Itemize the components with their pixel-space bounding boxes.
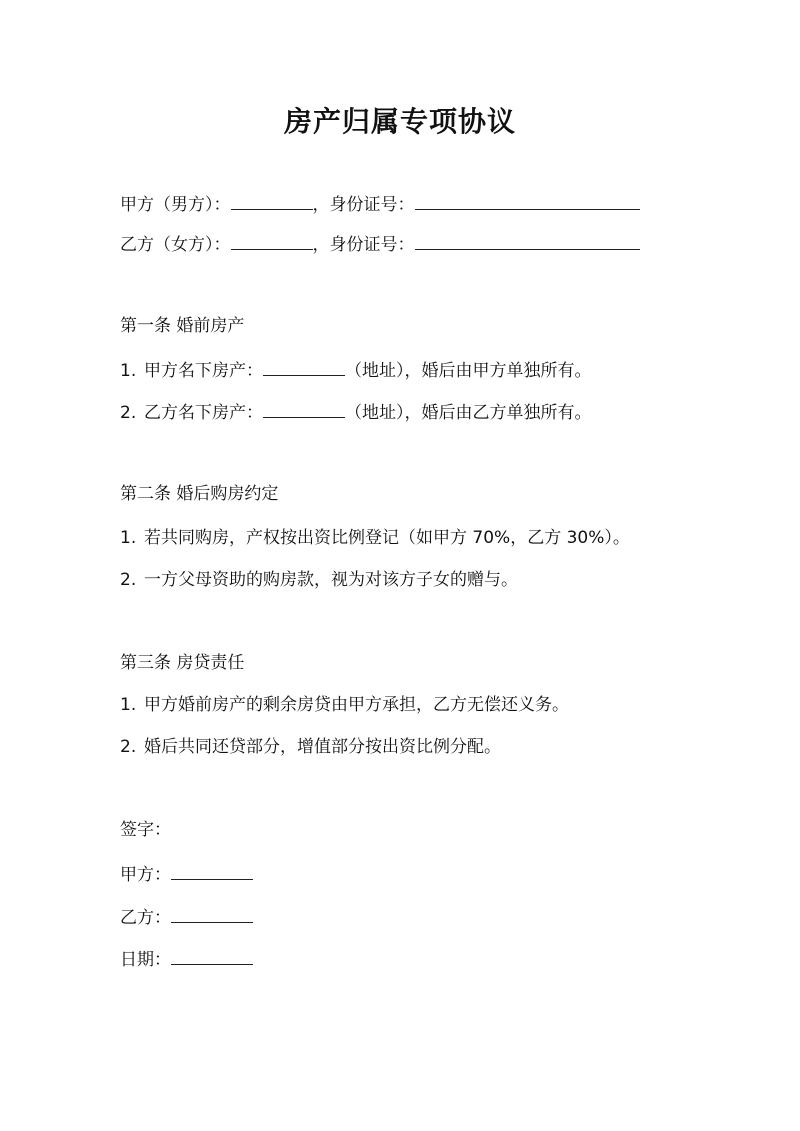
item-text: 乙方名下房产： xyxy=(144,403,263,423)
item-text: 甲方名下房产： xyxy=(144,361,263,381)
item-text: （地址），婚后由乙方单独所有。 xyxy=(345,403,592,423)
item-number: 1. xyxy=(120,695,137,715)
item-text: （地址），婚后由甲方单独所有。 xyxy=(345,361,592,381)
signature-blank xyxy=(171,861,253,880)
party-a-id-label: 身份证号： xyxy=(329,195,415,215)
section-1-item-2 xyxy=(120,399,592,425)
signature-heading: 签字： xyxy=(120,820,171,840)
date-blank xyxy=(171,946,253,965)
item-text: 一方父母资助的购房款，视为对该方子女的赠与。 xyxy=(144,570,518,590)
section-2-heading: 第二条 婚后购房约定 xyxy=(120,484,279,504)
signature-label: 乙方： xyxy=(120,908,171,928)
signature-date xyxy=(120,946,253,972)
section-3-item-2 xyxy=(120,735,501,759)
signature-blank xyxy=(171,904,253,923)
item-text: 甲方婚前房产的剩余房贷由甲方承担，乙方无偿还义务。 xyxy=(144,695,569,715)
party-a-id-blank xyxy=(415,191,640,210)
separator: ， xyxy=(312,235,330,255)
item-text: 婚后共同还贷部分，增值部分按出资比例分配。 xyxy=(144,737,501,757)
date-label: 日期： xyxy=(120,950,171,970)
signature-label: 甲方： xyxy=(120,865,171,885)
item-text: 若共同购房，产权按出资比例登记（如甲方 70%，乙方 30%）。 xyxy=(144,528,630,548)
item-number: 2. xyxy=(120,570,137,590)
section-3-heading: 第三条 房贷责任 xyxy=(120,653,245,673)
party-a-name-blank xyxy=(231,191,313,210)
document-title: 房产归属专项协议 xyxy=(283,105,516,138)
address-blank xyxy=(263,399,345,418)
party-b-label: 乙方（女方）： xyxy=(120,235,231,255)
party-a-label: 甲方（男方）： xyxy=(120,195,231,215)
section-3-item-1 xyxy=(120,693,569,717)
item-number: 2. xyxy=(120,737,137,757)
section-2-item-2 xyxy=(120,568,518,592)
party-b-id-label: 身份证号： xyxy=(329,235,415,255)
item-number: 1. xyxy=(120,528,137,548)
section-1-heading: 第一条 婚前房产 xyxy=(120,316,245,336)
party-a-line xyxy=(120,191,640,217)
party-b-line xyxy=(120,231,640,257)
item-number: 2. xyxy=(120,403,137,423)
party-b-id-blank xyxy=(415,231,640,250)
section-2-item-1 xyxy=(120,526,630,550)
signature-party-b xyxy=(120,904,253,930)
separator: ， xyxy=(312,195,330,215)
party-b-name-blank xyxy=(231,231,313,250)
item-number: 1. xyxy=(120,361,137,381)
signature-party-a xyxy=(120,861,253,887)
address-blank xyxy=(263,357,345,376)
section-1-item-1 xyxy=(120,357,592,383)
